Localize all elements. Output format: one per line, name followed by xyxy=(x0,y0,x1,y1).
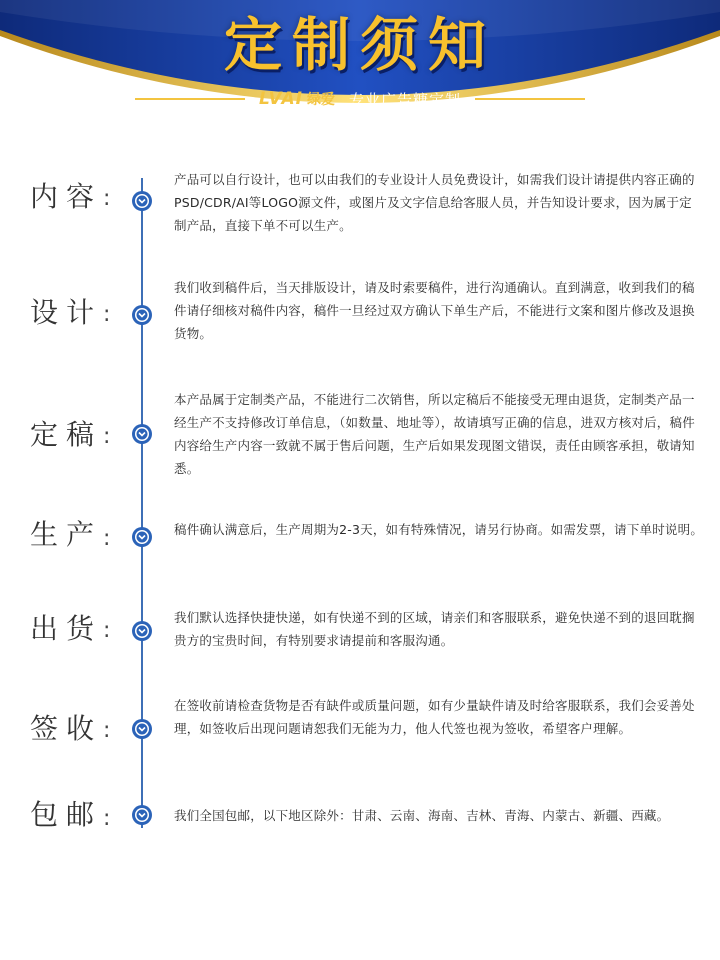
brand-slogan: 专业广告糖定制 xyxy=(348,90,461,109)
section-label: 内容 xyxy=(30,180,103,213)
divider-left xyxy=(135,98,245,100)
section-label: 设计 xyxy=(30,296,103,329)
chevron-down-circle-icon xyxy=(131,423,153,445)
chevron-down-circle-icon xyxy=(131,190,153,212)
section-text: 我们收到稿件后，当天排版设计，请及时索要稿件，进行沟通确认。直到满意，收到我们的稿件请仔细核对稿件内容，稿件一旦经过双方确认下单生产后，不能进行文案和图片修改及退换货物。 xyxy=(174,280,695,341)
chevron-down-circle-icon xyxy=(131,304,153,326)
chevron-down-circle-icon xyxy=(131,804,153,826)
section-label: 生产 xyxy=(30,518,103,551)
section-colon: : xyxy=(103,424,111,449)
divider-right xyxy=(475,98,585,100)
brand-logo: LVAI xyxy=(259,89,303,109)
section-text: 产品可以自行设计，也可以由我们的专业设计人员免费设计，如需我们设计请提供内容正确的PSD/CDR/AI等LOGO源文件，或图片及文字信息给客服人员，并告知设计要求，因为属于定制产品，直接下单不可以生产。 xyxy=(174,172,695,233)
section-colon: : xyxy=(103,186,111,211)
section-label: 出货 xyxy=(30,612,103,645)
section-text: 我们默认选择快捷快递，如有快递不到的区域，请亲们和客服联系，避免快递不到的退回耽搁贵方的宝贵时间，有特别要求请提前和客服沟通。 xyxy=(174,610,695,648)
section-text: 我们全国包邮，以下地区除外：甘肃、云南、海南、吉林、青海、内蒙古、新疆、西藏。 xyxy=(174,808,670,823)
brand-row xyxy=(0,86,720,112)
section-label: 包邮 xyxy=(30,798,103,831)
section-colon: : xyxy=(103,526,111,551)
section-text: 稿件确认满意后，生产周期为2-3天，如有特殊情况，请另行协商。如需发票，请下单时说明。 xyxy=(174,522,704,537)
chevron-down-circle-icon xyxy=(131,718,153,740)
chevron-down-circle-icon xyxy=(131,620,153,642)
section-label: 签收 xyxy=(30,712,103,745)
chevron-down-circle-icon xyxy=(131,526,153,548)
section-colon: : xyxy=(103,618,111,643)
section-colon: : xyxy=(103,806,111,831)
section-text: 在签收前请检查货物是否有缺件或质量问题，如有少量缺件请及时给客服联系，我们会妥善处理，如签收后出现问题请恕我们无能为力，他人代签也视为签收，希望客户理解。 xyxy=(174,698,695,736)
brand-name: 绿爱 xyxy=(306,92,335,108)
page-title: 定制须知 xyxy=(223,11,496,79)
section-label: 定稿 xyxy=(30,418,103,451)
header-banner xyxy=(0,0,720,140)
section-colon: : xyxy=(103,302,111,327)
section-colon: : xyxy=(103,718,111,743)
section-text: 本产品属于定制类产品，不能进行二次销售，所以定稿后不能接受无理由退货，定制类产品一经生产不支持修改订单信息，（如数量、地址等），故请填写正确的信息，进双方核对后，稿件内容给生产内容一致就不属于售后问题，生产后如果发现图文错误，责任由顾客承担，敬请知悉。 xyxy=(174,392,695,476)
